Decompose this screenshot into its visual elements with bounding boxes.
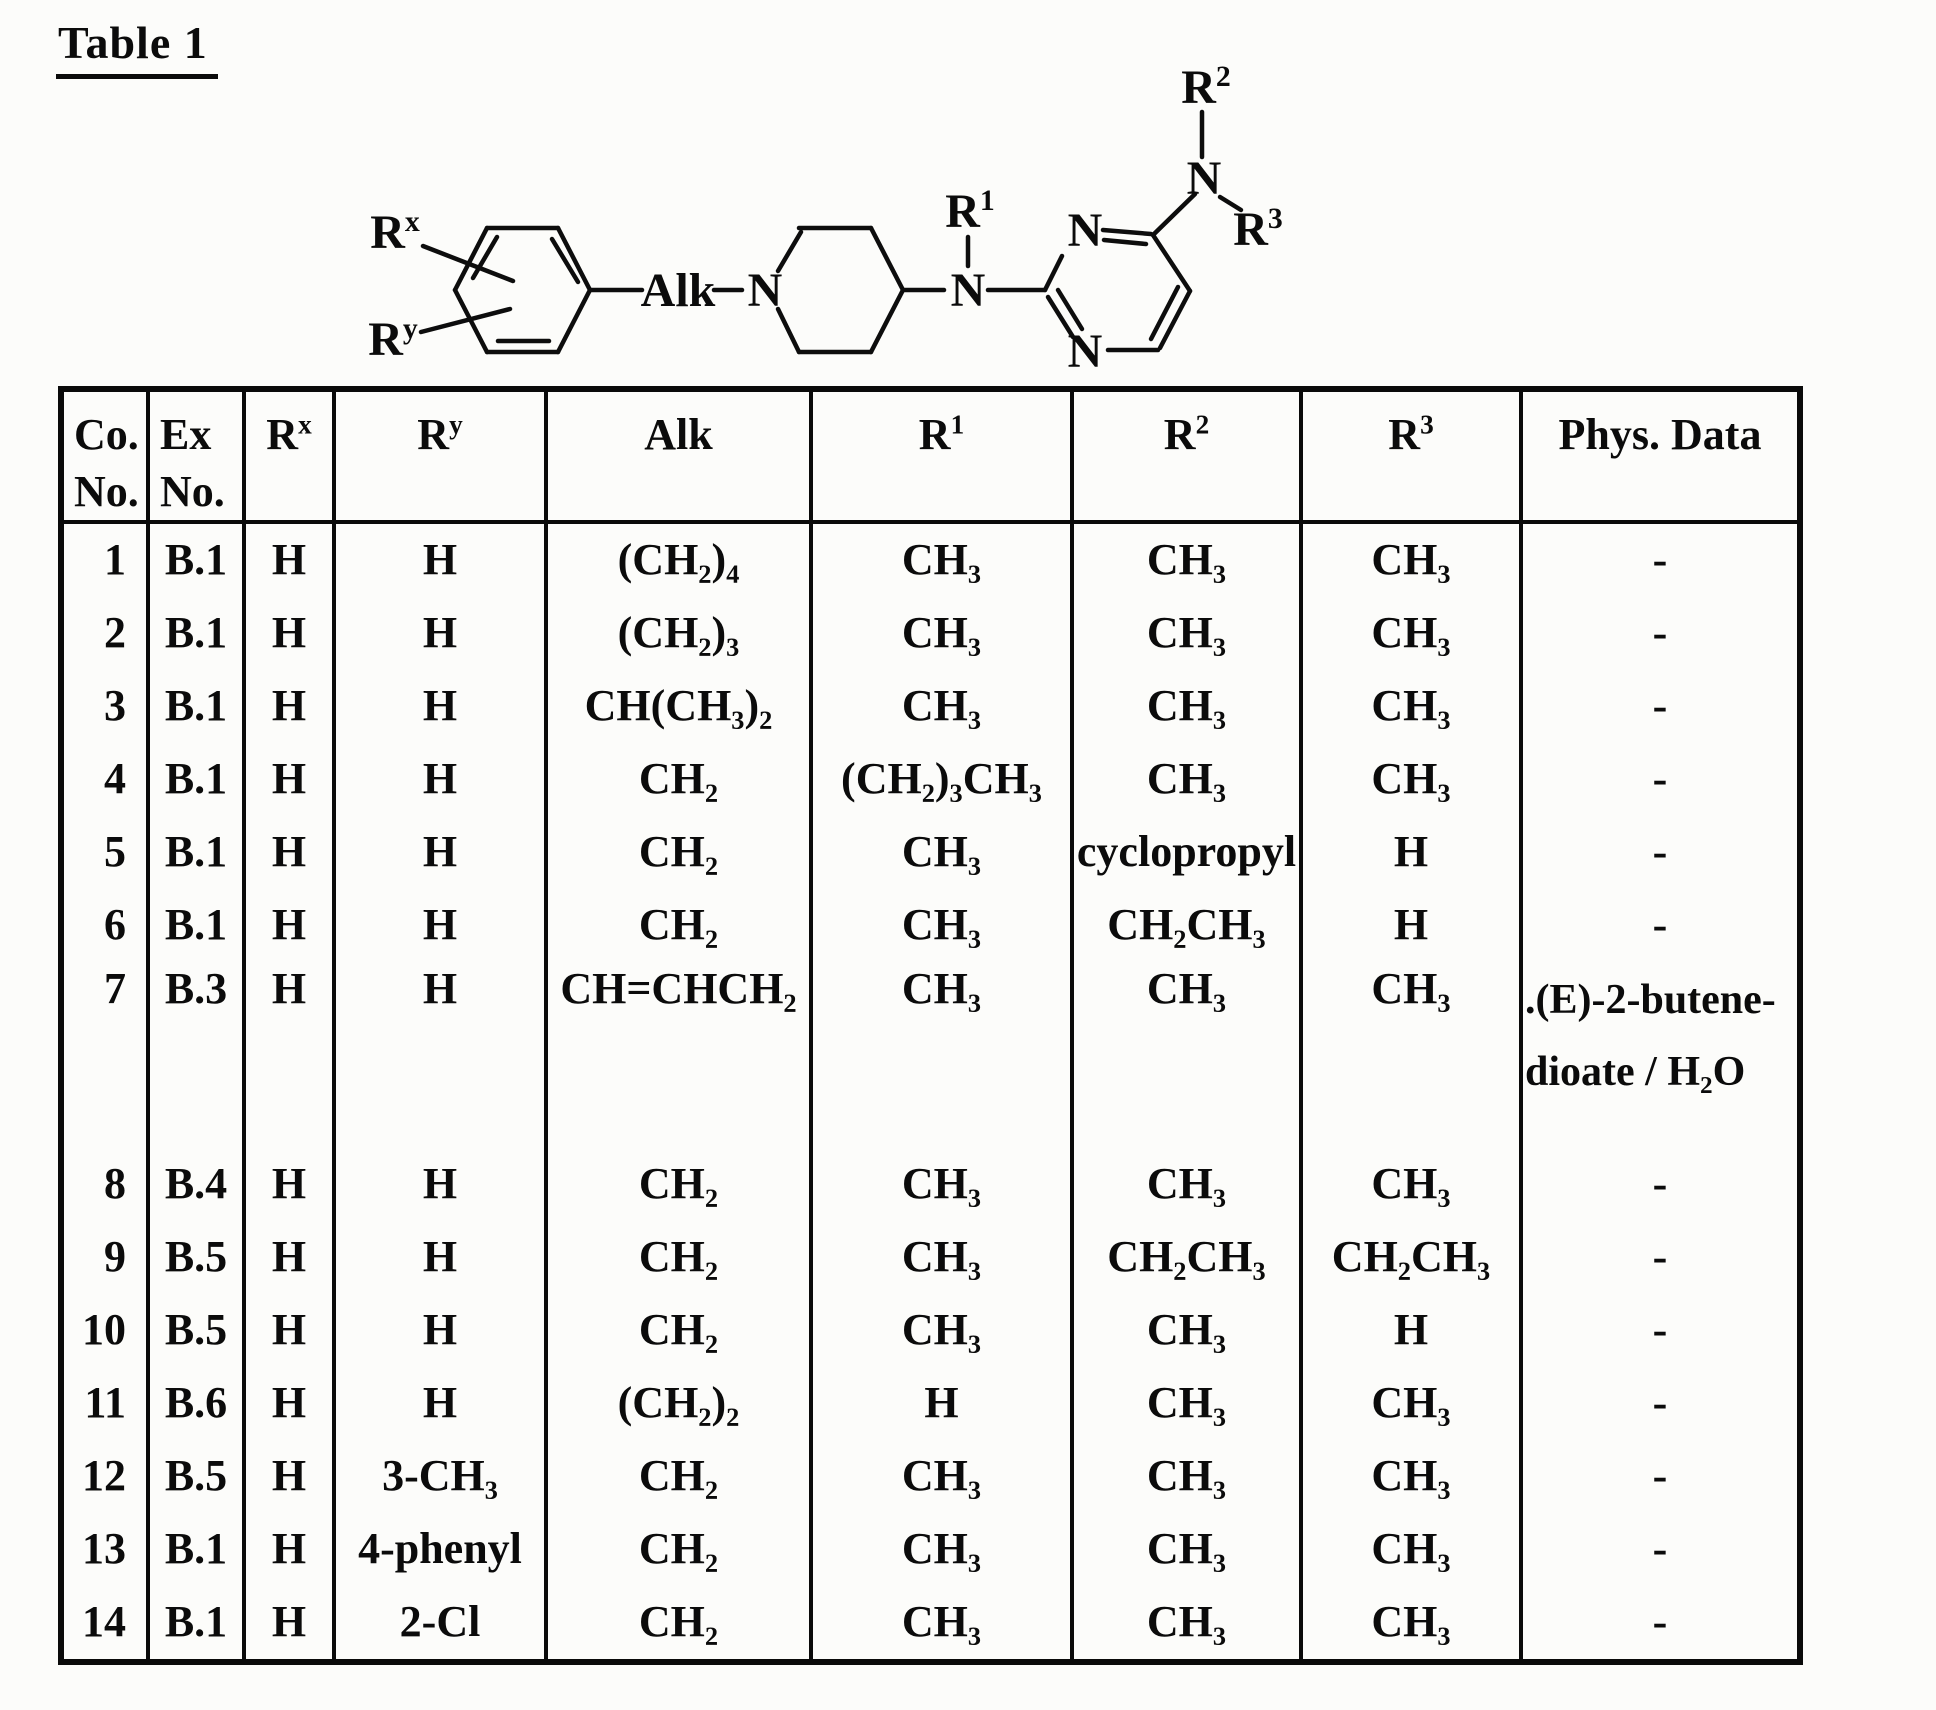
table-cell: 4-phenyl xyxy=(336,1513,548,1586)
table-cell: 8 xyxy=(64,1148,150,1221)
table-cell: CH₃ xyxy=(1074,670,1303,743)
table-row xyxy=(64,816,1797,889)
table-cell: CH₂ xyxy=(548,1294,813,1367)
table-cell: B.5 xyxy=(150,1440,246,1513)
table-row xyxy=(64,1221,1797,1294)
table-cell: 14 xyxy=(64,1586,150,1659)
table-cell: - xyxy=(1652,827,1668,877)
table-cell: CH₃ xyxy=(1074,1586,1303,1659)
table-cell: CH₂ xyxy=(548,889,813,962)
table-cell: B.3 xyxy=(150,962,246,1148)
table-cell: CH₂ xyxy=(548,743,813,816)
amine-nitrogen-label: N xyxy=(950,264,986,317)
header-line: Ex xyxy=(160,410,212,459)
table-cell: CH₃ xyxy=(1074,597,1303,670)
table-cell: - xyxy=(1652,608,1668,658)
table-cell: H xyxy=(246,1294,336,1367)
header-co-no xyxy=(64,392,150,520)
table-cell: H xyxy=(246,670,336,743)
table-cell: CH₃ xyxy=(1074,743,1303,816)
table-cell: - xyxy=(1652,1159,1668,1209)
header-label: $R^x$ xyxy=(266,409,312,459)
table-cell: H xyxy=(813,1367,1074,1440)
table-cell: CH₂CH₃ xyxy=(1074,1221,1303,1294)
table-cell: CH₃ xyxy=(813,1221,1074,1294)
table-cell: CH₂ xyxy=(548,1440,813,1513)
table-cell: B.1 xyxy=(150,670,246,743)
table-cell: 12 xyxy=(64,1440,150,1513)
table-cell: H xyxy=(336,962,548,1148)
header-ex-no xyxy=(150,392,246,520)
table-row xyxy=(64,597,1797,670)
header-alk xyxy=(548,392,813,520)
table-cell: (CH₂)₄ xyxy=(548,524,813,597)
table-cell: H xyxy=(1303,889,1523,962)
header-phys-data xyxy=(1523,392,1797,520)
header-label: $R^3$ xyxy=(1388,409,1434,459)
table-cell: H xyxy=(336,1367,548,1440)
table-cell: H xyxy=(246,1367,336,1440)
table-cell: CH₃ xyxy=(1074,524,1303,597)
piperidine-nitrogen-label: N xyxy=(747,264,783,317)
header-label: Phys. Data xyxy=(1558,410,1762,459)
table-cell: - xyxy=(1652,1524,1668,1574)
table-cell: H xyxy=(336,670,548,743)
header-label: $R^1$ xyxy=(918,409,965,459)
pyrimidine-n3-label: N xyxy=(1067,204,1103,257)
table-cell: H xyxy=(246,743,336,816)
alk-label: Alk xyxy=(640,264,716,317)
header-r3 xyxy=(1303,392,1523,520)
table-cell: B.1 xyxy=(150,1513,246,1586)
table-cell: - xyxy=(1652,1378,1668,1428)
table-cell: CH₃ xyxy=(1303,1367,1523,1440)
table-cell: B.1 xyxy=(150,597,246,670)
header-rx xyxy=(246,392,336,520)
table-row xyxy=(64,1586,1797,1659)
table-cell: 6 xyxy=(64,889,150,962)
header-r2 xyxy=(1074,392,1303,520)
header-label: $R^2$ xyxy=(1163,409,1210,459)
table-body xyxy=(64,524,1797,1659)
table-cell: CH(CH₃)₂ xyxy=(548,670,813,743)
table-row xyxy=(64,1148,1797,1221)
table-header-row xyxy=(64,392,1797,524)
table-cell: (CH₂)₂ xyxy=(548,1367,813,1440)
table-cell: 4 xyxy=(64,743,150,816)
table-cell: H xyxy=(336,597,548,670)
table-cell: 1 xyxy=(64,524,150,597)
substituent-label-r2: $R^2$ xyxy=(1181,60,1231,114)
table-cell: H xyxy=(336,816,548,889)
table-row xyxy=(64,889,1797,962)
table-cell: CH₂ xyxy=(548,1221,813,1294)
table-cell: - xyxy=(1652,535,1668,585)
table-cell: H xyxy=(246,1221,336,1294)
chemical-structure xyxy=(290,60,1320,400)
table-cell: (CH₂)₃ xyxy=(548,597,813,670)
table-cell: 3 xyxy=(64,670,150,743)
table-cell: CH₃ xyxy=(813,670,1074,743)
table-cell: CH₃ xyxy=(1303,524,1523,597)
table-cell: CH₃ xyxy=(813,1148,1074,1221)
table-cell: H xyxy=(336,1221,548,1294)
table-cell: CH₃ xyxy=(1074,1440,1303,1513)
table-cell: 11 xyxy=(64,1367,150,1440)
table-cell: CH₃ xyxy=(1303,1440,1523,1513)
table-cell: CH₃ xyxy=(1303,1148,1523,1221)
table-cell: B.1 xyxy=(150,889,246,962)
table-cell: H xyxy=(336,1294,548,1367)
table-cell: CH₃ xyxy=(1074,1294,1303,1367)
table-cell: 2 xyxy=(64,597,150,670)
table-cell: 13 xyxy=(64,1513,150,1586)
table-cell: 3-CH₃ xyxy=(336,1440,548,1513)
structure-bonds xyxy=(290,60,1320,400)
table-cell: 7 xyxy=(64,962,150,1148)
table-cell: CH₃ xyxy=(813,524,1074,597)
table-cell: B.6 xyxy=(150,1367,246,1440)
table-cell: - xyxy=(1652,900,1668,950)
table-cell: - xyxy=(1652,1597,1668,1647)
table-cell: B.5 xyxy=(150,1294,246,1367)
table-row xyxy=(64,962,1797,1148)
table-cell: H xyxy=(246,889,336,962)
table-cell: CH₃ xyxy=(813,1513,1074,1586)
compound-table xyxy=(58,386,1803,1665)
table-cell: CH₃ xyxy=(813,962,1074,1148)
table-cell: B.5 xyxy=(150,1221,246,1294)
table-cell: H xyxy=(246,1440,336,1513)
table-cell: H xyxy=(336,1148,548,1221)
table-cell: B.1 xyxy=(150,524,246,597)
table-row xyxy=(64,670,1797,743)
table-cell: CH₃ xyxy=(1074,1367,1303,1440)
table-cell: CH₃ xyxy=(1303,962,1523,1148)
table-cell: B.1 xyxy=(150,743,246,816)
exocyclic-nitrogen-label: N xyxy=(1186,152,1222,205)
header-line: Co. xyxy=(74,410,139,459)
table-cell: CH₃ xyxy=(1303,1586,1523,1659)
table-cell: CH₃ xyxy=(1074,1148,1303,1221)
table-cell: CH₂ xyxy=(548,816,813,889)
table-cell: CH=CHCH₂ xyxy=(548,962,813,1148)
table-cell: CH₂ xyxy=(548,1148,813,1221)
table-cell: CH₂ xyxy=(548,1513,813,1586)
table-cell: CH₃ xyxy=(813,597,1074,670)
table-row xyxy=(64,524,1797,597)
table-cell: H xyxy=(246,524,336,597)
table-cell: - xyxy=(1652,754,1668,804)
table-cell: - xyxy=(1652,681,1668,731)
table-cell: H xyxy=(246,1148,336,1221)
table-cell: 2-Cl xyxy=(336,1586,548,1659)
table-cell: CH₂ xyxy=(548,1586,813,1659)
table-row xyxy=(64,743,1797,816)
header-label: $R^y$ xyxy=(417,409,463,459)
substituent-label-ry: $R^y$ xyxy=(368,312,418,366)
table-cell: .(E)-2-butene- dioate / H₂O xyxy=(1525,977,1776,1096)
table-row xyxy=(64,1367,1797,1440)
table-cell: H xyxy=(336,889,548,962)
table-cell: H xyxy=(1303,1294,1523,1367)
table-cell: B.4 xyxy=(150,1148,246,1221)
table-row xyxy=(64,1294,1797,1367)
header-line: No. xyxy=(160,467,225,517)
table-cell: B.1 xyxy=(150,816,246,889)
table-cell: CH₃ xyxy=(1074,1513,1303,1586)
table-cell: 9 xyxy=(64,1221,150,1294)
table-cell: - xyxy=(1652,1305,1668,1355)
pyrimidine-n1-label: N xyxy=(1067,325,1103,378)
header-ry xyxy=(336,392,548,520)
table-cell: H xyxy=(246,816,336,889)
header-label: Alk xyxy=(644,410,713,459)
table-row xyxy=(64,1440,1797,1513)
header-r1 xyxy=(813,392,1074,520)
table-cell: CH₃ xyxy=(1303,670,1523,743)
table-cell: (CH₂)₃CH₃ xyxy=(813,743,1074,816)
table-cell: CH₃ xyxy=(813,1294,1074,1367)
table-cell: H xyxy=(246,597,336,670)
table-cell: CH₂CH₃ xyxy=(1074,889,1303,962)
table-cell: H xyxy=(246,1513,336,1586)
table-cell: CH₂CH₃ xyxy=(1303,1221,1523,1294)
table-cell: B.1 xyxy=(150,1586,246,1659)
substituent-label-r1: $R^1$ xyxy=(945,184,995,238)
table-cell: CH₃ xyxy=(813,816,1074,889)
table-cell: 10 xyxy=(64,1294,150,1367)
table-cell: 5 xyxy=(64,816,150,889)
table-cell: H xyxy=(336,743,548,816)
table-row xyxy=(64,1513,1797,1586)
table-cell: CH₃ xyxy=(1074,962,1303,1148)
table-cell: H xyxy=(336,524,548,597)
table-cell: H xyxy=(246,962,336,1148)
table-cell: cyclopropyl xyxy=(1074,816,1303,889)
table-cell: CH₃ xyxy=(1303,597,1523,670)
header-line: No. xyxy=(74,467,139,517)
substituent-label-r3: $R^3$ xyxy=(1233,202,1283,256)
table-cell: CH₃ xyxy=(813,889,1074,962)
table-cell: CH₃ xyxy=(1303,743,1523,816)
table-cell: H xyxy=(1303,816,1523,889)
table-cell: - xyxy=(1652,1232,1668,1282)
table-cell: - xyxy=(1652,1451,1668,1501)
table-cell: CH₃ xyxy=(1303,1513,1523,1586)
table-cell: H xyxy=(246,1586,336,1659)
table-cell: CH₃ xyxy=(813,1586,1074,1659)
substituent-label-rx: $R^x$ xyxy=(370,205,420,259)
page-title: Table 1 xyxy=(56,16,218,79)
table-cell: CH₃ xyxy=(813,1440,1074,1513)
